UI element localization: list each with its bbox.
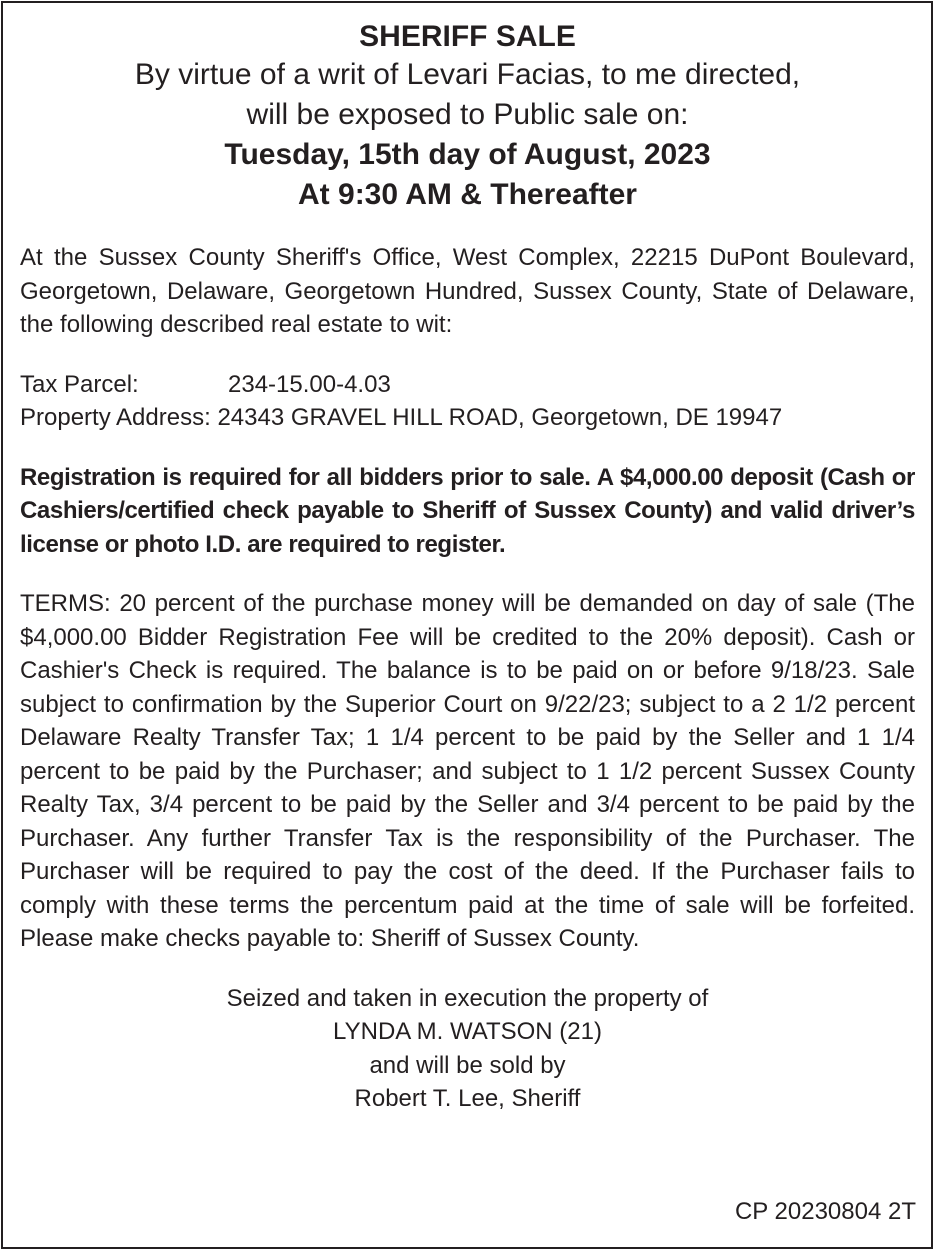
sale-date: Tuesday, 15th day of August, 2023 (224, 138, 711, 171)
sheriff-name: Robert T. Lee, Sheriff (354, 1085, 581, 1112)
terms-paragraph: TERMS: 20 percent of the purchase money will be demanded on day of sale (The $4,000.00 Bidder Registration Fee will be credited to the 20% deposit). Cash or Cashier's Check is required. The balance is to be paid on or before 9/18/23. Sale subject to confirmation by the Superior Court on 9/22/23; subject to a 2 1/2 percent Delaware Realty Transfer Tax; 1 1/4 percent to be paid by the Seller and 1 1/4 percent to be paid by the Purchaser; and subject to 1 1/2 percent Sussex County Realty Tax, 3/4 percent to be paid by the Seller and 3/4 percent to be paid by the Purchaser. Any further Transfer Tax is the responsibility of the Purchaser. The Purchaser will be required to pay the cost of the deed. If the Purchaser fails to comply with these terms the percentum paid at the time of sale will be forfeited. Please make checks payable to: Sheriff of Sussex County. (20, 590, 915, 952)
property-owner: LYNDA M. WATSON (21) (333, 1018, 602, 1045)
publication-code: CP 20230804 2T (734, 1198, 916, 1225)
sold-by-line: and will be sold by (369, 1051, 566, 1079)
property-details (20, 368, 915, 435)
seized-line: Seized and taken in execution the property of (226, 984, 709, 1012)
notice-body (3, 3, 931, 1116)
property-address-value: 24343 GRAVEL HILL ROAD, Georgetown, DE 19947 (217, 404, 783, 431)
closing-block (20, 982, 915, 1116)
property-address-row (20, 401, 915, 435)
sale-location-paragraph: At the Sussex County Sheriff's Office, West Complex, 22215 DuPont Boulevard, Georgetown, Delaware, Georgetown Hundred, Sussex County, State of Delaware, the following described real estate to wit: (20, 244, 915, 338)
tax-parcel-label: Tax Parcel: (20, 370, 139, 398)
notice-header (20, 18, 915, 215)
public-sale-line: will be exposed to Public sale on: (246, 98, 689, 131)
sale-time: At 9:30 AM & Thereafter (298, 178, 637, 211)
sheriff-sale-notice (1, 1, 933, 1249)
writ-line: By virtue of a writ of Levari Facias, to me directed, (134, 58, 801, 91)
registration-paragraph: Registration is required for all bidders prior to sale. A $4,000.00 deposit (Cash or Cashiers/certified check payable to Sheriff of Sussex County) and valid driver’s license or photo I.D. are required to register. (20, 463, 915, 558)
tax-parcel-row (20, 368, 915, 402)
property-address-label: Property Address: (20, 404, 211, 431)
tax-parcel-value: 234-15.00-4.03 (228, 370, 391, 398)
notice-title: SHERIFF SALE (359, 20, 576, 53)
